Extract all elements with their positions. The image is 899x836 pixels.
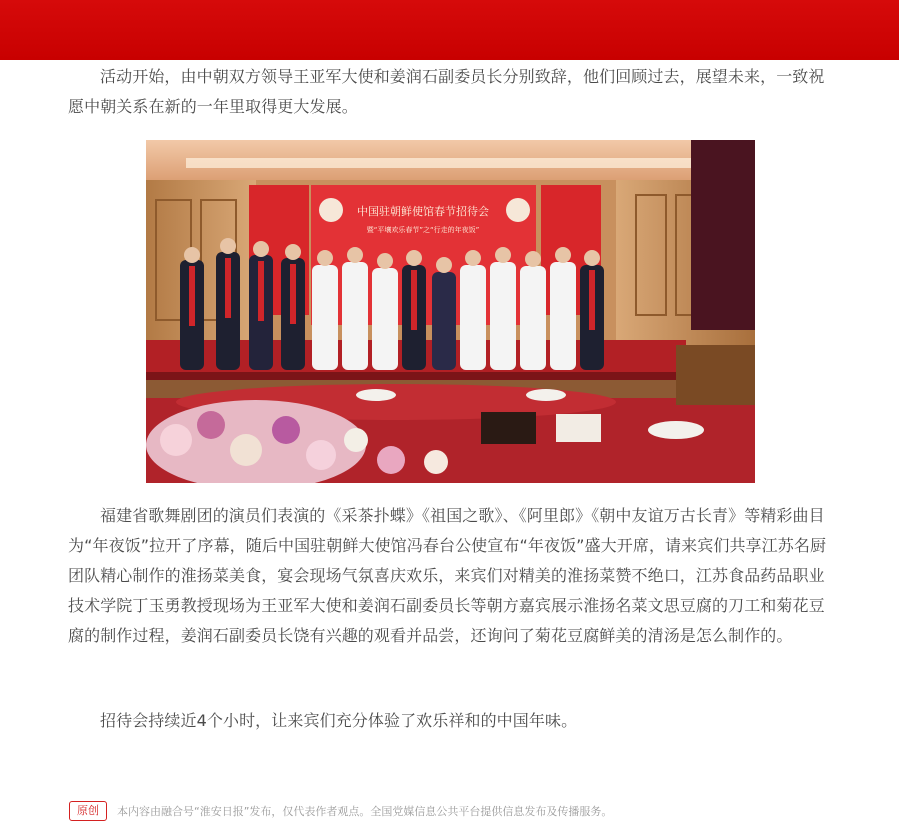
article-paragraph-2: 福建省歌舞剧团的演员们表演的《采茶扑蝶》《祖国之歌》、《阿里郎》《朝中友谊万古长青》等精彩曲目为“年夜饭”拉开了序幕，随后中国驻朝鲜大使馆冯春台公使宣布“年夜饭”盛大开席，请来宾们共享江苏名厨团队精心制作的淮扬菜美食，宴会现场气氛喜庆欢乐，来宾们对精美的淮扬菜赞不绝口，江苏食品药品职业技术学院丁玉勇教授现场为王亚军大使和姜润石副委员长等朝方嘉宾展示淮扬名菜文思豆腐的刀工和菊花豆腐的制作过程，姜润石副委员长饶有兴趣的观看并品尝，还询问了菊花豆腐鲜美的清汤是怎么制作的。	[68, 506, 827, 645]
event-photo	[146, 140, 755, 483]
footer-note-text: 本内容由融合号“淮安日报”发布，仅代表作者观点。全国党媒信息公共平台提供信息发布及传播服务。	[117, 805, 613, 818]
banner-subtitle: 暨“平壤欢乐春节”之“行走的年夜饭”	[366, 226, 480, 234]
top-header-bar	[0, 0, 899, 60]
original-badge: 原创	[69, 801, 107, 821]
banner-title: 中国驻朝鲜使馆春节招待会	[357, 205, 489, 218]
article-paragraph-3: 招待会持续近4个小时，让来宾们充分体验了欢乐祥和的中国年味。	[100, 711, 578, 730]
footer-source-note	[69, 801, 612, 821]
article-paragraph-1: 活动开始，由中朝双方领导王亚军大使和姜润石副委员长分别致辞，他们回顾过去，展望未来，一致祝愿中朝关系在新的一年里取得更大发展。	[68, 67, 825, 116]
